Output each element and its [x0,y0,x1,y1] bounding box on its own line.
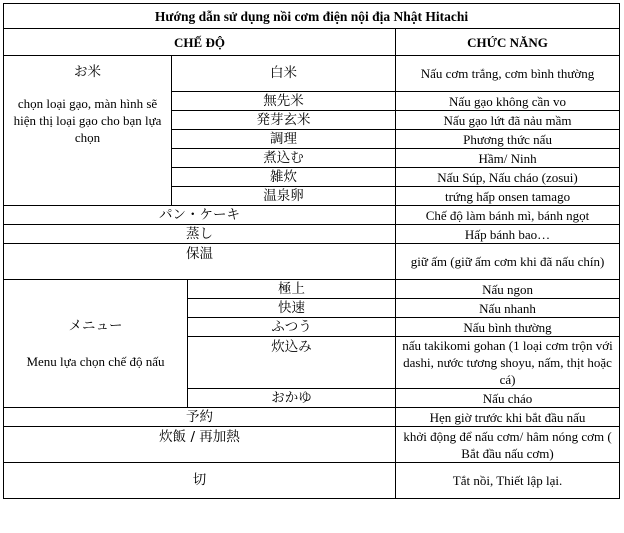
function-cell: Nấu bình thường [396,318,620,337]
function-cell: Chế độ làm bánh mì, bánh ngọt [396,206,620,225]
table-title: Hướng dẫn sử dụng nồi cơm điện nội địa Nhật Hitachi [4,4,620,29]
mode-cell: 無先米 [172,92,396,111]
mode-cell: 快速 [188,299,396,318]
mode-cell: 温泉卵 [172,187,396,206]
table-row [4,244,620,280]
table-row [4,408,620,427]
function-cell: Hẹn giờ trước khi bắt đầu nấu [396,408,620,427]
function-cell: khởi động để nấu cơm/ hâm nóng cơm ( Bắt đầu nấu cơm) [396,427,620,463]
mode-cell: 調理 [172,130,396,149]
mode-cell: 保温 [4,244,396,280]
mode-cell: 煮込む [172,149,396,168]
function-cell: Nấu Súp, Nấu cháo (zosui) [396,168,620,187]
table-row [4,56,620,92]
mode-cell: 炊飯 / 再加熱 [4,427,396,463]
table-row [4,427,620,463]
mode-cell: 雑炊 [172,168,396,187]
mode-cell: 切 [4,463,396,499]
mode-cell: 白米 [172,56,396,92]
group-note: Menu lựa chọn chế độ nấu [26,353,165,369]
mode-cell: 極上 [188,280,396,299]
instruction-table [3,3,620,499]
table-row [4,463,620,499]
mode-cell: パン・ケーキ [4,206,396,225]
function-cell: Hầm/ Ninh [396,149,620,168]
function-cell: Nấu ngon [396,280,620,299]
group-label: メニュー [68,317,123,334]
function-cell: giữ ấm (giữ ấm cơm khi đã nấu chín) [396,244,620,280]
mode-cell: 予約 [4,408,396,427]
table-row [4,280,620,299]
header-function: CHỨC NĂNG [396,29,620,56]
function-cell: Hấp bánh bao… [396,225,620,244]
function-cell: Phương thức nấu [396,130,620,149]
group-label: お米 [74,64,101,80]
header-row [4,29,620,56]
function-cell: Nấu cơm trắng, cơm bình thường [396,56,620,92]
table-row [4,225,620,244]
group-menu [4,280,188,408]
function-cell: Nấu cháo [396,389,620,408]
title-row [4,4,620,29]
mode-cell: 発芽玄米 [172,111,396,130]
group-okome [4,56,172,206]
group-note: chọn loại gạo, màn hình sẽ hiện thị loại gạo cho bạn lựa chọn [13,96,162,145]
mode-cell: ふつう [188,318,396,337]
function-cell: Nấu gạo lứt đã nảu mầm [396,111,620,130]
function-cell: trứng hấp onsen tamago [396,187,620,206]
function-cell: Nấu nhanh [396,299,620,318]
function-cell: Nấu gạo không cần vo [396,92,620,111]
mode-cell: 炊込み [188,337,396,389]
table-row [4,206,620,225]
mode-cell: 蒸し [4,225,396,244]
function-cell: Tắt nồi, Thiết lập lại. [396,463,620,499]
header-mode: CHẾ ĐỘ [4,29,396,56]
mode-cell: おかゆ [188,389,396,408]
function-cell: nấu takikomi gohan (1 loại cơm trộn với dashi, nước tương shoyu, nấm, thịt hoặc cá) [396,337,620,389]
